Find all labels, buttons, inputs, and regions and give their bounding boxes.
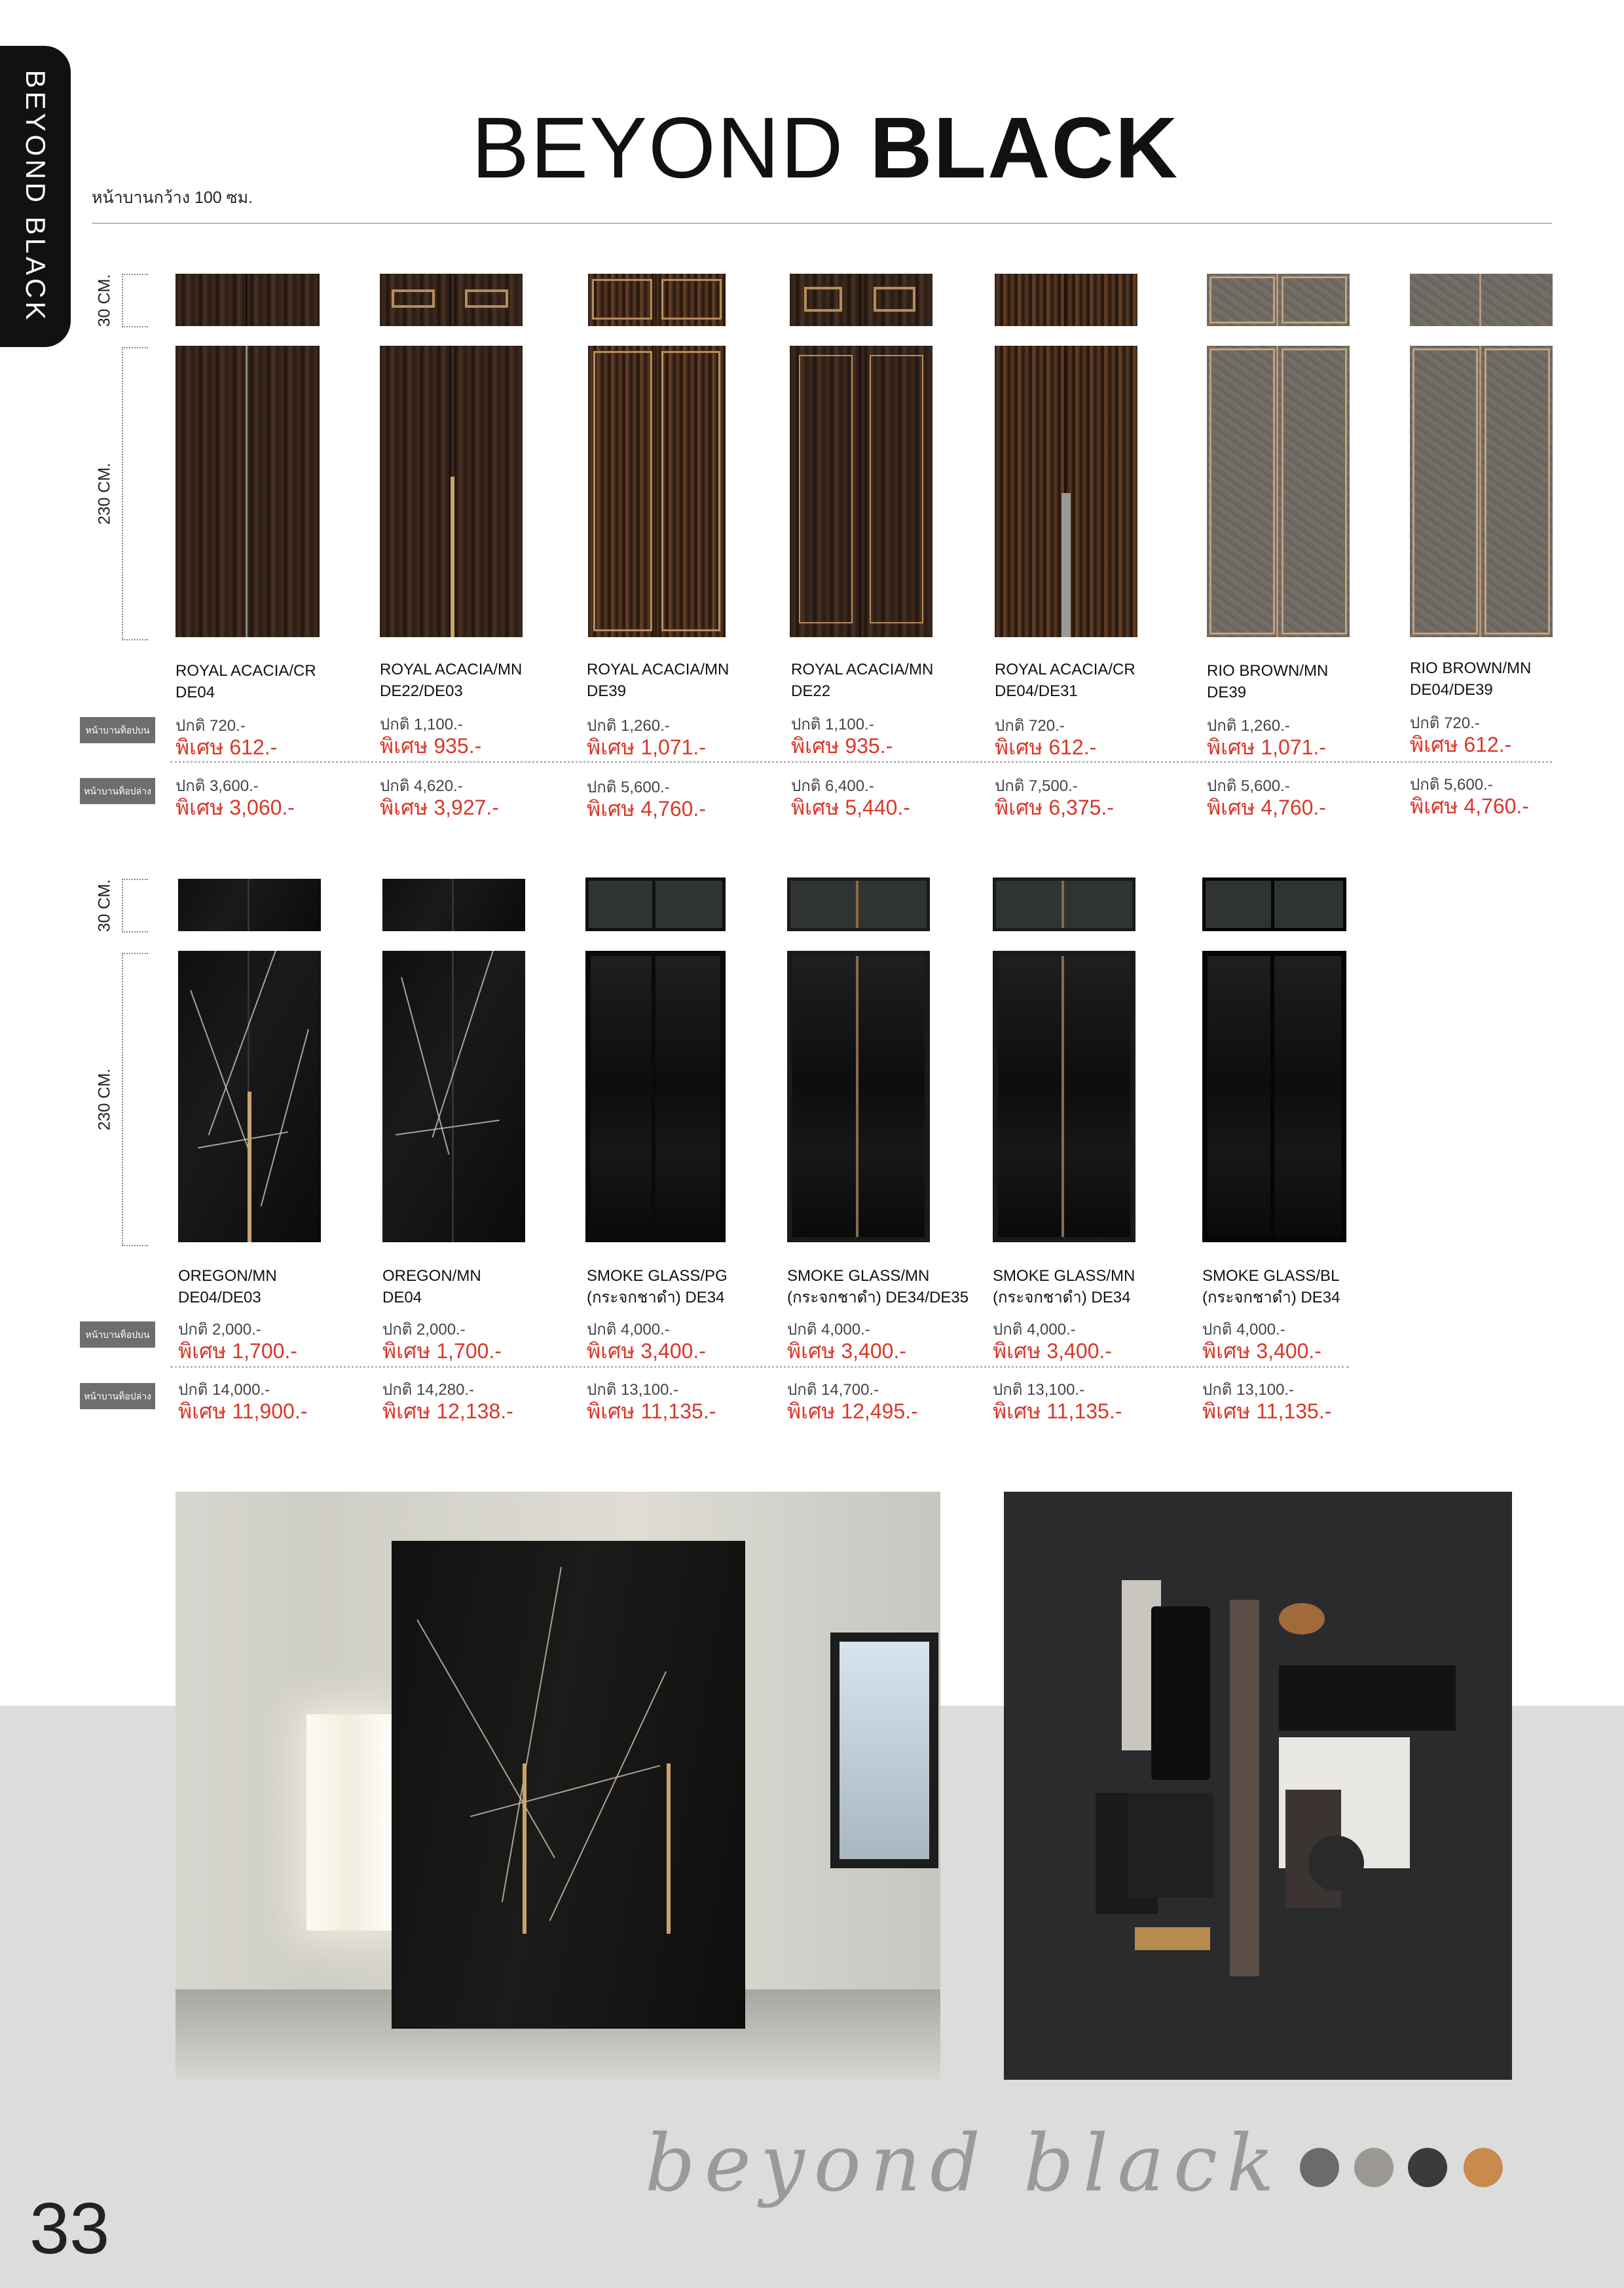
- price-normal: ปกติ 7,500.-: [995, 777, 1078, 795]
- price-special: พิเศษ 4,760.-: [587, 797, 706, 821]
- door-width-note: หน้าบานกว้าง 100 ซม.: [92, 189, 253, 207]
- product-name: SMOKE GLASS/BL (กระจกชาดำ) DE34: [1202, 1267, 1340, 1306]
- price-normal: ปกติ 6,400.-: [791, 777, 874, 795]
- row-label-lower: หน้าบานท็อปล่าง: [80, 778, 155, 804]
- door-top-panel: [382, 879, 525, 931]
- price-normal: ปกติ 3,600.-: [175, 777, 259, 795]
- dim-main-label: 230 CM.: [95, 462, 114, 525]
- city-window: [830, 1633, 938, 1868]
- product-name: SMOKE GLASS/MN (กระจกชาดำ) DE34/DE35: [787, 1267, 969, 1306]
- price-special: พิเศษ 4,760.-: [1207, 796, 1326, 819]
- dim-main-row2: [92, 953, 124, 1246]
- product-name: ROYAL ACACIA/MN DE39: [587, 661, 729, 700]
- door-top-panel: [787, 877, 930, 931]
- price-normal: ปกติ 4,000.-: [993, 1321, 1076, 1338]
- product-name: ROYAL ACACIA/CR DE04/DE31: [995, 661, 1135, 700]
- price-special: พิเศษ 3,400.-: [1202, 1339, 1321, 1363]
- price-special: พิเศษ 3,400.-: [993, 1339, 1112, 1363]
- page-number: 33: [29, 2188, 110, 2269]
- product-name: RIO BROWN/MN DE39: [1207, 662, 1329, 701]
- wood-strip-swatch: [1230, 1600, 1259, 1976]
- door-top-panel: [1410, 274, 1553, 326]
- door-main-panel: [787, 951, 930, 1242]
- price-special: พิเศษ 3,400.-: [787, 1339, 906, 1363]
- price-normal: ปกติ 13,100.-: [587, 1381, 679, 1399]
- marble-wardrobe: [392, 1541, 745, 2029]
- palette-dot: [1354, 2148, 1393, 2187]
- price-normal: ปกติ 720.-: [995, 717, 1065, 735]
- price-normal: ปกติ 14,280.-: [382, 1381, 475, 1399]
- price-normal: ปกติ 14,000.-: [178, 1381, 270, 1399]
- dim-top-row2: [92, 879, 124, 932]
- dark-panel-swatch: [1128, 1793, 1213, 1898]
- price-row-divider: [170, 1366, 1349, 1368]
- product-name: ROYAL ACACIA/CR DE04: [175, 662, 316, 701]
- product-name: ROYAL ACACIA/MN DE22/DE03: [380, 661, 523, 700]
- product-name: SMOKE GLASS/PG (กระจกชาดำ) DE34: [587, 1267, 728, 1306]
- door-main-panel: [382, 951, 525, 1242]
- price-special: พิเศษ 612.-: [1410, 733, 1512, 756]
- price-normal: ปกติ 1,260.-: [587, 717, 670, 735]
- door-main-panel: [1207, 346, 1350, 637]
- interior-photo: [175, 1492, 940, 2081]
- price-normal: ปกติ 720.-: [175, 717, 246, 735]
- row-label-upper: หน้าบานท็อปบน: [80, 717, 155, 743]
- price-normal: ปกติ 4,620.-: [380, 777, 463, 795]
- product-name: RIO BROWN/MN DE04/DE39: [1410, 659, 1532, 699]
- price-normal: ปกติ 5,600.-: [1410, 776, 1493, 794]
- price-special: พิเศษ 1,071.-: [1207, 735, 1326, 759]
- price-special: พิเศษ 4,760.-: [1410, 794, 1529, 818]
- door-main-panel: [585, 951, 726, 1242]
- price-normal: ปกติ 4,000.-: [587, 1321, 670, 1338]
- price-special: พิเศษ 612.-: [175, 735, 278, 759]
- price-normal: ปกติ 4,000.-: [787, 1321, 870, 1338]
- price-special: พิเศษ 612.-: [995, 735, 1097, 759]
- price-normal: ปกติ 5,600.-: [1207, 777, 1290, 795]
- door-top-panel: [993, 877, 1135, 931]
- price-special: พิเศษ 11,135.-: [993, 1399, 1122, 1423]
- price-special: พิเศษ 11,135.-: [587, 1399, 716, 1423]
- row-label-upper: หน้าบานท็อปบน: [80, 1321, 155, 1348]
- product-name: OREGON/MN DE04/DE03: [178, 1267, 277, 1306]
- palette-dot: [1408, 2148, 1447, 2187]
- door-main-panel: [380, 346, 523, 637]
- door-main-panel: [1410, 346, 1553, 637]
- price-special: พิเศษ 11,900.-: [178, 1399, 308, 1423]
- door-top-panel: [585, 877, 726, 931]
- price-special: พิเศษ 5,440.-: [791, 796, 910, 819]
- door-main-panel: [1202, 951, 1346, 1242]
- door-main-panel: [995, 346, 1137, 637]
- price-normal: ปกติ 5,600.-: [587, 779, 670, 796]
- door-main-panel: [178, 951, 321, 1242]
- door-top-panel: [1207, 274, 1350, 326]
- brass-strip-swatch: [1135, 1927, 1210, 1950]
- price-special: พิเศษ 1,071.-: [587, 735, 706, 759]
- header-divider: [92, 223, 1552, 224]
- copper-bowl-swatch: [1279, 1603, 1325, 1634]
- price-special: พิเศษ 11,135.-: [1202, 1399, 1332, 1423]
- price-special: พิเศษ 1,700.-: [178, 1339, 297, 1363]
- round-stone-swatch: [1308, 1836, 1364, 1891]
- price-normal: ปกติ 1,100.-: [380, 716, 463, 733]
- price-normal: ปกติ 13,100.-: [1202, 1381, 1295, 1399]
- glossy-tile-swatch: [1279, 1665, 1456, 1731]
- dim-top-label: 30 CM.: [95, 274, 114, 327]
- price-special: พิเศษ 6,375.-: [995, 796, 1114, 819]
- dim-top-label: 30 CM.: [95, 879, 114, 932]
- door-top-panel: [588, 274, 726, 326]
- dim-top-row1: [92, 274, 124, 327]
- side-section-tab: [0, 46, 71, 347]
- price-special: พิเศษ 3,927.-: [380, 796, 499, 819]
- door-main-panel: [993, 951, 1135, 1242]
- dim-main-label: 230 CM.: [95, 1068, 114, 1131]
- door-top-panel: [790, 274, 932, 326]
- door-top-panel: [1202, 877, 1346, 931]
- palette-dot: [1464, 2148, 1503, 2187]
- price-normal: ปกติ 14,700.-: [787, 1381, 879, 1399]
- price-special: พิเศษ 12,138.-: [382, 1399, 513, 1423]
- door-main-panel: [175, 346, 320, 637]
- side-tab-label: BEYOND BLACK: [20, 69, 51, 323]
- price-normal: ปกติ 720.-: [1410, 714, 1480, 732]
- door-main-panel: [790, 346, 932, 637]
- price-normal: ปกติ 2,000.-: [178, 1321, 261, 1338]
- price-normal: ปกติ 1,260.-: [1207, 717, 1290, 735]
- product-name: OREGON/MN DE04: [382, 1267, 481, 1306]
- script-title: beyond black: [645, 2118, 1283, 2209]
- price-normal: ปกติ 4,000.-: [1202, 1321, 1285, 1338]
- floor-lamp: [306, 1714, 392, 1930]
- price-special: พิเศษ 12,495.-: [787, 1399, 918, 1423]
- door-top-panel: [178, 879, 321, 931]
- price-special: พิเศษ 935.-: [791, 734, 893, 758]
- price-normal: ปกติ 2,000.-: [382, 1321, 466, 1338]
- price-normal: ปกติ 13,100.-: [993, 1381, 1085, 1399]
- product-name: SMOKE GLASS/MN (กระจกชาดำ) DE34: [993, 1267, 1135, 1306]
- page-title: [471, 100, 1179, 196]
- title-light: BEYOND: [471, 100, 845, 196]
- palette-dot: [1300, 2148, 1339, 2187]
- price-special: พิเศษ 1,700.-: [382, 1339, 502, 1363]
- door-top-panel: [175, 274, 320, 326]
- dim-main-row1: [92, 347, 124, 640]
- price-special: พิเศษ 935.-: [380, 734, 482, 758]
- material-flatlay-photo: [1004, 1492, 1512, 2080]
- door-main-panel: [588, 346, 726, 637]
- door-top-panel: [995, 274, 1137, 326]
- price-special: พิเศษ 3,060.-: [175, 796, 295, 819]
- row-label-lower: หน้าบานท็อปล่าง: [80, 1383, 155, 1409]
- black-tile-swatch: [1151, 1606, 1210, 1780]
- price-normal: ปกติ 1,100.-: [791, 716, 874, 733]
- price-special: พิเศษ 3,400.-: [587, 1339, 706, 1363]
- product-name: ROYAL ACACIA/MN DE22: [791, 661, 934, 700]
- title-bold: BLACK: [870, 100, 1179, 196]
- door-top-panel: [380, 274, 523, 326]
